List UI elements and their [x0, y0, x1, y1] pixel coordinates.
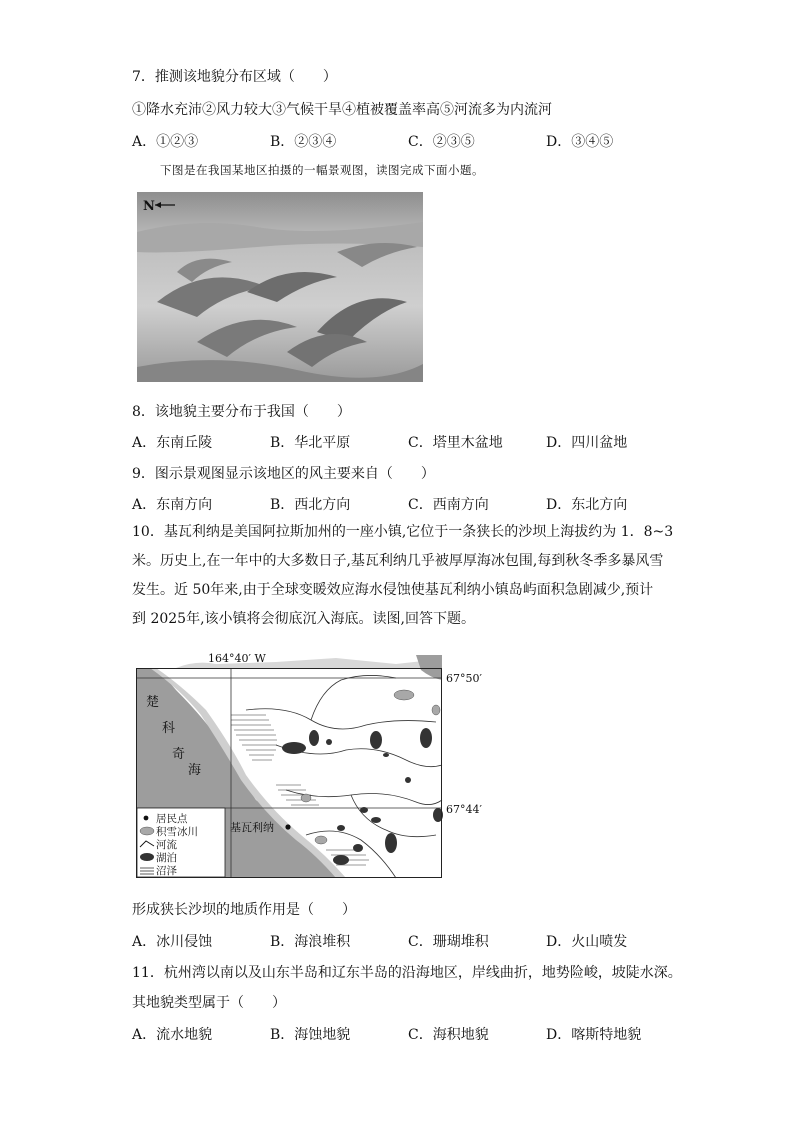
q11-option-c[interactable]: C．海积地貌	[408, 1027, 489, 1043]
dune-landscape-photo	[137, 192, 423, 382]
q8-option-c[interactable]: C．塔里木盆地	[408, 435, 503, 451]
legend-lake-icon	[140, 853, 154, 861]
q11-option-a[interactable]: A．流水地貌	[132, 1027, 213, 1043]
q9-option-d[interactable]: D．东北方向	[546, 497, 628, 513]
q7-options	[132, 131, 692, 151]
map-lat-top-label: 67°50′	[446, 672, 482, 685]
legend-lake-label: 湖泊	[156, 852, 177, 864]
q10-passage-line-2: 米。历史上,在一年中的大多数日子,基瓦利纳几乎被厚厚海冰包围,每到秋冬季多暴风雪	[132, 553, 664, 569]
north-label: N	[143, 199, 155, 214]
legend-settlement-label: 居民点	[156, 813, 188, 825]
sea-label-char-2: 科	[162, 721, 176, 736]
q8-option-a[interactable]: A．东南丘陵	[132, 435, 213, 451]
q9-stem: 9．图示景观图显示该地区的风主要来自（ ）	[132, 466, 435, 482]
q10-options	[132, 931, 692, 951]
q11-stem-line-2: 其地貌类型属于（ ）	[132, 995, 286, 1011]
q10-stem: 形成狭长沙坝的地质作用是（ ）	[132, 902, 356, 918]
q10-option-d[interactable]: D．火山喷发	[546, 934, 628, 950]
q7-option-a[interactable]: A．①②③	[132, 134, 199, 150]
q7-option-c[interactable]: C．②③⑤	[408, 134, 475, 150]
map-longitude-label: 164°40′ W	[208, 652, 266, 665]
map-legend	[137, 808, 225, 877]
q7-option-b[interactable]: B．②③④	[270, 134, 337, 150]
q10-passage-line-3: 发生。近 50年来,由于全球变暖效应海水侵蚀使基瓦利纳小镇岛屿面积急剧减少,预计	[132, 582, 654, 598]
kivalina-town-label: 基瓦利纳	[230, 821, 274, 834]
q7-option-d[interactable]: D．③④⑤	[546, 134, 614, 150]
q10-option-a[interactable]: A．冰川侵蚀	[132, 934, 213, 950]
kivalina-town-dot	[285, 824, 290, 829]
legend-river-label: 河流	[156, 839, 177, 851]
q11-stem-line-1: 11．杭州湾以南以及山东半岛和辽东半岛的沿海地区，岸线曲折，地势险峻，坡陡水深。	[132, 965, 682, 981]
q9-option-b[interactable]: B．西北方向	[270, 497, 351, 513]
q10-option-b[interactable]: B．海浪堆积	[270, 934, 351, 950]
q9-option-a[interactable]: A．东南方向	[132, 497, 213, 513]
q9-option-c[interactable]: C．西南方向	[408, 497, 489, 513]
legend-marsh-label: 沼泽	[156, 865, 177, 877]
q10-option-c[interactable]: C．珊瑚堆积	[408, 934, 489, 950]
q9-options	[132, 494, 692, 514]
section-intro: 下图是在我国某地区拍摄的一幅景观图，读图完成下面小题。	[160, 163, 484, 177]
q7-statements: ①降水充沛②风力较大③气候干旱④植被覆盖率高⑤河流多为内流河	[132, 102, 552, 118]
q8-stem: 8．该地貌主要分布于我国（ ）	[132, 404, 351, 420]
q8-option-d[interactable]: D．四川盆地	[546, 435, 628, 451]
q10-passage-line-4: 到 2025年,该小镇将会彻底沉入海底。读图,回答下题。	[132, 611, 475, 627]
q11-option-b[interactable]: B．海蚀地貌	[270, 1027, 351, 1043]
q11-option-d[interactable]: D．喀斯特地貌	[546, 1027, 642, 1043]
legend-ice-icon	[140, 827, 154, 835]
q10-passage	[132, 518, 692, 634]
legend-ice-label: 积雪冰川	[156, 826, 198, 838]
sea-label-char-1: 楚	[146, 695, 160, 710]
sea-label-char-3: 奇	[172, 747, 186, 762]
kivalina-map	[136, 650, 492, 880]
q8-option-b[interactable]: B．华北平原	[270, 435, 351, 451]
sea-label-char-4: 海	[188, 763, 202, 778]
q8-options	[132, 432, 692, 452]
legend-settlement-icon	[144, 816, 149, 821]
q10-passage-line-1: 10．基瓦利纳是美国阿拉斯加州的一座小镇,它位于一条狭长的沙坝上海拔约为 1．8~3	[132, 524, 674, 540]
q7-stem: 7．推测该地貌分布区域（ ）	[132, 69, 337, 85]
map-lat-bottom-label: 67°44′	[446, 803, 482, 816]
q11-options	[132, 1024, 692, 1044]
